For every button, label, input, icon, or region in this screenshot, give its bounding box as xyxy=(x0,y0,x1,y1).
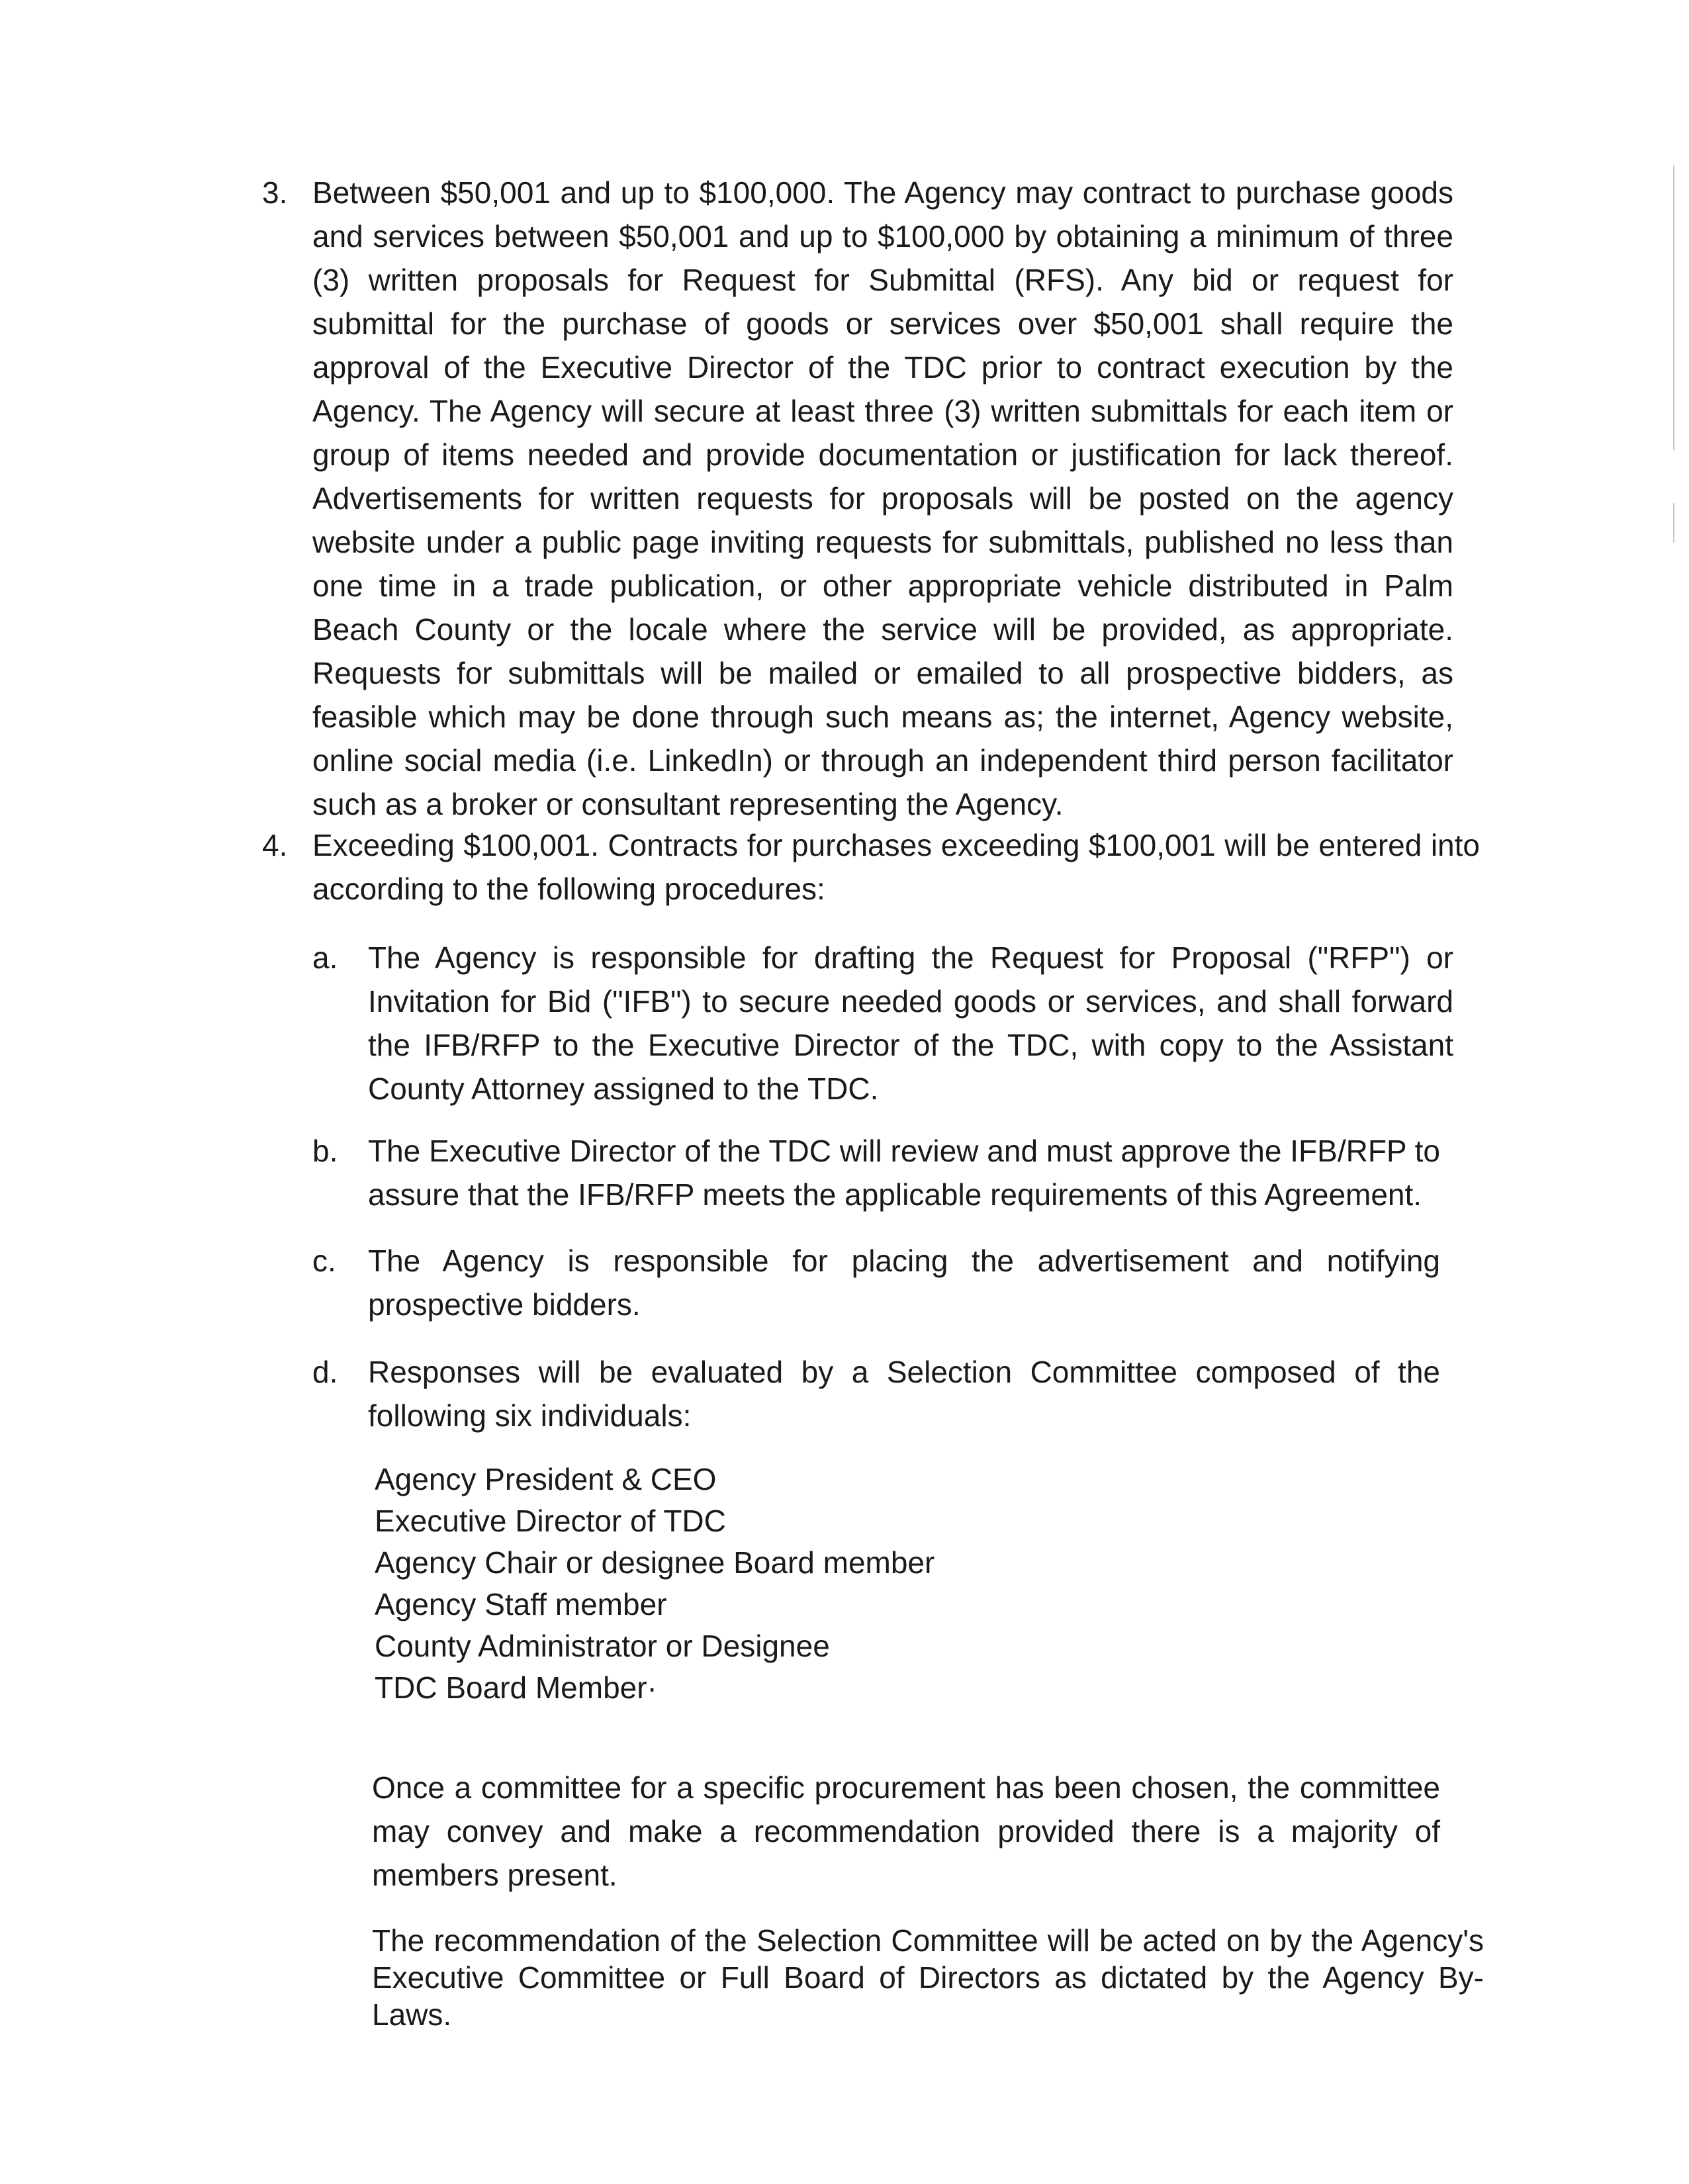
sub-d-text: Responses will be evaluated by a Selection Committee composed of the following six individuals: xyxy=(368,1355,1440,1433)
committee-member: County Administrator or Designee xyxy=(375,1629,830,1663)
sub-a-letter: a. xyxy=(312,940,338,975)
committee-paragraph: Once a committee for a specific procurement has been chosen, the committee may convey and make a recommendation provided there is a majority of members present. xyxy=(372,1770,1440,1892)
sub-a-text: The Agency is responsible for drafting the Request for Proposal ("RFP") or Invitation for Bid ("IFB") to secure needed goods or services, and shall forward the IFB/RFP to the Executive Director of the TDC, with copy to the Assistant County Attorney assigned to the TDC. xyxy=(368,940,1453,1106)
item-3-text: Between $50,001 and up to $100,000. The Agency may contract to purchase goods and services between $50,001 and up to $100,000 by obtaining a minimum of three (3) written proposals for Request for Submittal (RFS). Any bid or request for submittal for the purchase of goods or services over $50,001 shall require the approval of the Executive Director of the TDC prior to contract execution by the Agency. The Agency will secure at least three (3) written submittals for each item or group of items needed and provide documentation or justification for lack thereof. Advertisements for written requests for proposals will be posted on the agency website under a public page inviting requests for submittals, published no less than one time in a trade publication, or other appropriate vehicle distributed in Palm Beach County or the locale where the service will be provided, as appropriate. Requests for submittals will be mailed or emailed to all prospective bidders, as feasible which may be done through such means as; the internet, Agency website, online social media (i.e. LinkedIn) or through an independent third person facilitator such as a broker or consultant representing the Agency. xyxy=(312,175,1453,821)
sub-b-text: The Executive Director of the TDC will review and must approve the IFB/RFP to assure that the IFB/RFP meets the applicable requirements of this Agreement. xyxy=(368,1134,1440,1212)
committee-member-list xyxy=(375,1459,935,1709)
committee-member: TDC Board Member· xyxy=(375,1670,657,1705)
committee-member: Agency President & CEO xyxy=(375,1462,717,1496)
recommendation-paragraph: The recommendation of the Selection Committee will be acted on by the Agency's Executive Committee or Full Board of Directors as dictated by the Agency By-Laws. xyxy=(372,1923,1484,2032)
item-4-number: 4. xyxy=(262,828,288,862)
item-3-number: 3. xyxy=(262,175,288,210)
committee-member: Executive Director of TDC xyxy=(375,1504,726,1538)
sub-d-letter: d. xyxy=(312,1355,338,1389)
sub-c-text: The Agency is responsible for placing the advertisement and notifying prospective bidders. xyxy=(368,1244,1440,1322)
sub-c-letter: c. xyxy=(312,1244,336,1278)
scan-artifact xyxy=(1673,503,1674,543)
committee-member: Agency Chair or designee Board member xyxy=(375,1545,935,1580)
sub-b-letter: b. xyxy=(312,1134,338,1168)
scan-artifact xyxy=(1673,165,1674,450)
item-4-text: Exceeding $100,001. Contracts for purchases exceeding $100,001 will be entered into according to the following procedures: xyxy=(312,828,1480,906)
committee-member: Agency Staff member xyxy=(375,1587,667,1621)
